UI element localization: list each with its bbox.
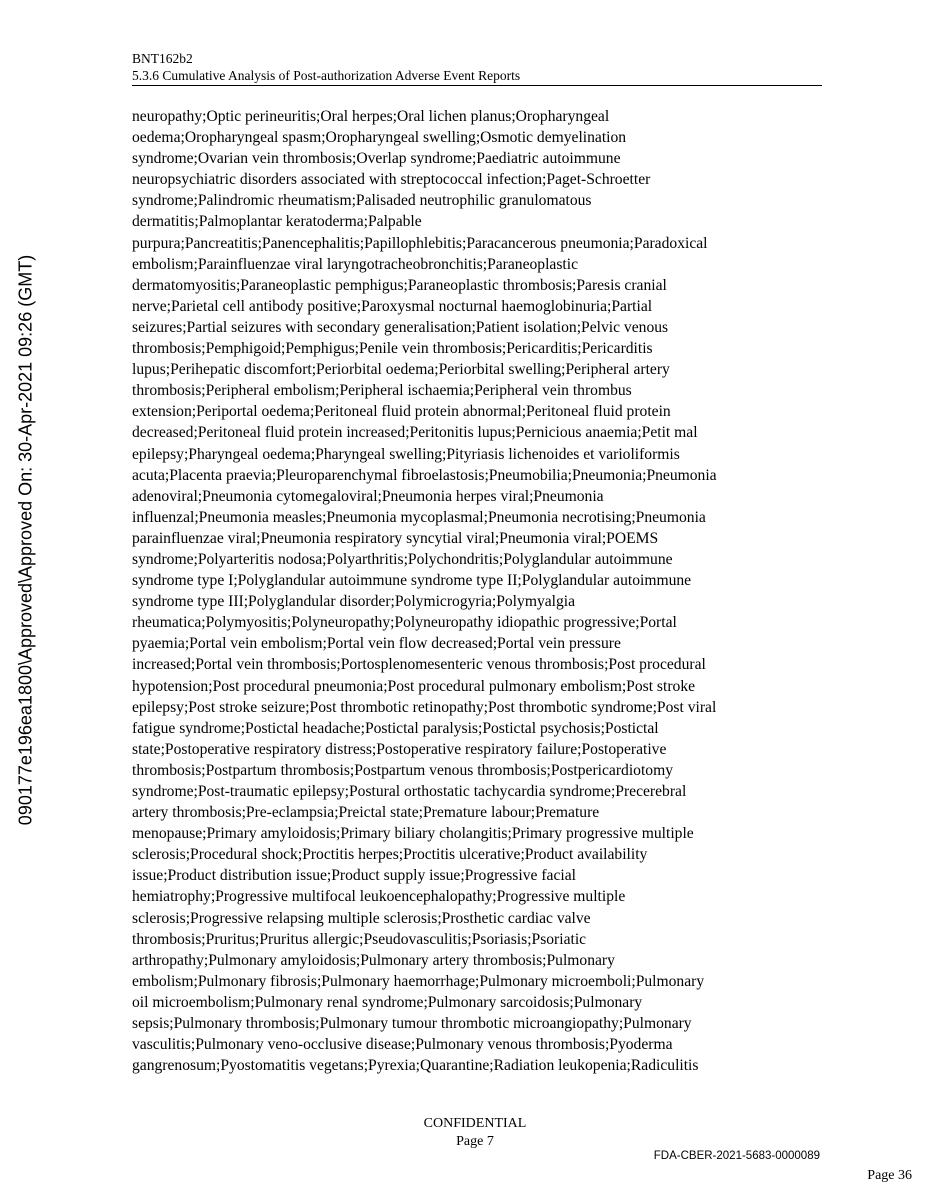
body-line: syndrome;Polyarteritis nodosa;Polyarthritis;Polychondritis;Polyglandular autoimmune (132, 550, 673, 568)
body-line: arthropathy;Pulmonary amyloidosis;Pulmonary artery thrombosis;Pulmonary (132, 951, 615, 969)
body-line: decreased;Peritoneal fluid protein increased;Peritonitis lupus;Pernicious anaemia;Petit mal (132, 424, 698, 442)
page-header (132, 50, 822, 86)
body-line: sclerosis;Procedural shock;Proctitis herpes;Proctitis ulcerative;Product availability (132, 846, 648, 864)
fda-document-id: FDA-CBER-2021-5683-0000089 (653, 1150, 820, 1162)
body-line: sepsis;Pulmonary thrombosis;Pulmonary tumour thrombotic microangiopathy;Pulmonary (132, 1015, 692, 1033)
body-text (132, 106, 832, 1076)
body-line: seizures;Partial seizures with secondary generalisation;Patient isolation;Pelvic venous (132, 318, 669, 336)
body-line: dermatomyositis;Paraneoplastic pemphigus;Paraneoplastic thrombosis;Paresis cranial (132, 276, 667, 294)
body-line: adenoviral;Pneumonia cytomegaloviral;Pneumonia herpes viral;Pneumonia (132, 487, 604, 505)
body-line: rheumatica;Polymyositis;Polyneuropathy;Polyneuropathy idiopathic progressive;Portal (132, 614, 677, 632)
body-line: state;Postoperative respiratory distress;Postoperative respiratory failure;Postoperative (132, 740, 667, 758)
body-line: thrombosis;Postpartum thrombosis;Postpartum venous thrombosis;Postpericardiotomy (132, 761, 674, 779)
body-line: embolism;Pulmonary fibrosis;Pulmonary haemorrhage;Pulmonary microemboli;Pulmonary (132, 972, 705, 990)
body-line: influenzal;Pneumonia measles;Pneumonia mycoplasmal;Pneumonia necrotising;Pneumonia (132, 508, 706, 526)
body-line: syndrome;Palindromic rheumatism;Palisaded neutrophilic granulomatous (132, 192, 592, 210)
body-line: menopause;Primary amyloidosis;Primary biliary cholangitis;Primary progressive multiple (132, 825, 694, 843)
body-line: dermatitis;Palmoplantar keratoderma;Palpable (132, 213, 422, 231)
outer-page-number: Page 36 (867, 1168, 912, 1183)
body-line: issue;Product distribution issue;Product supply issue;Progressive facial (132, 867, 576, 885)
body-line: thrombosis;Pemphigoid;Pemphigus;Penile vein thrombosis;Pericarditis;Pericarditis (132, 340, 653, 358)
body-line: fatigue syndrome;Postictal headache;Postictal paralysis;Postictal psychosis;Postictal (132, 719, 659, 737)
approval-stamp-text: 090177e196ea1800\Approved\Approved On: 30-Apr-2021 09:26 (GMT) (15, 254, 36, 826)
body-line: artery thrombosis;Pre-eclampsia;Preictal state;Premature labour;Premature (132, 804, 600, 822)
body-line: syndrome type I;Polyglandular autoimmune syndrome type II;Polyglandular autoimmune (132, 572, 692, 590)
body-line: neuropathy;Optic perineuritis;Oral herpes;Oral lichen planus;Oropharyngeal (132, 108, 610, 125)
confidential-label: CONFIDENTIAL (423, 1116, 527, 1131)
body-line: hypotension;Post procedural pneumonia;Post procedural pulmonary embolism;Post stroke (132, 677, 696, 695)
body-line: epilepsy;Post stroke seizure;Post thrombotic retinopathy;Post thrombotic syndrome;Post viral (132, 698, 717, 716)
body-line: thrombosis;Pruritus;Pruritus allergic;Pseudovasculitis;Psoriasis;Psoriatic (132, 930, 587, 948)
body-line: sclerosis;Progressive relapsing multiple sclerosis;Prosthetic cardiac valve (132, 909, 591, 927)
body-line: nerve;Parietal cell antibody positive;Paroxysmal nocturnal haemoglobinuria;Partial (132, 297, 653, 315)
body-line: epilepsy;Pharyngeal oedema;Pharyngeal swelling;Pityriasis lichenoides et varioliformis (132, 445, 680, 463)
body-line: embolism;Parainfluenzae viral laryngotracheobronchitis;Paraneoplastic (132, 255, 578, 273)
body-line: syndrome;Ovarian vein thrombosis;Overlap syndrome;Paediatric autoimmune (132, 150, 621, 168)
body-line: oil microembolism;Pulmonary renal syndrome;Pulmonary sarcoidosis;Pulmonary (132, 993, 643, 1011)
page-footer (0, 1115, 926, 1151)
body-line: increased;Portal vein thrombosis;Portosplenomesenteric venous thrombosis;Post procedural (132, 656, 706, 674)
body-line: oedema;Oropharyngeal spasm;Oropharyngeal swelling;Osmotic demyelination (132, 129, 627, 147)
body-line: neuropsychiatric disorders associated with streptococcal infection;Paget-Schroetter (132, 171, 651, 189)
body-line: hemiatrophy;Progressive multifocal leukoencephalopathy;Progressive multiple (132, 888, 626, 906)
document-id: BNT162b2 (132, 51, 193, 66)
body-line: syndrome;Post-traumatic epilepsy;Postural orthostatic tachycardia syndrome;Precerebral (132, 783, 687, 800)
body-line: thrombosis;Peripheral embolism;Peripheral ischaemia;Peripheral vein thrombus (132, 382, 632, 400)
body-line: syndrome type III;Polyglandular disorder;Polymicrogyria;Polymyalgia (132, 593, 576, 611)
page-number: Page 7 (456, 1134, 494, 1149)
body-line: pyaemia;Portal vein embolism;Portal vein flow decreased;Portal vein pressure (132, 635, 621, 653)
body-line: gangrenosum;Pyostomatitis vegetans;Pyrexia;Quarantine;Radiation leukopenia;Radiculitis (132, 1057, 699, 1075)
body-line: acuta;Placenta praevia;Pleuroparenchymal fibroelastosis;Pneumobilia;Pneumonia;Pneumonia (132, 466, 717, 484)
body-line: extension;Periportal oedema;Peritoneal fluid protein abnormal;Peritoneal fluid protein (132, 403, 671, 421)
section-title: 5.3.6 Cumulative Analysis of Post-authorization Adverse Event Reports (132, 67, 822, 86)
body-line: purpura;Pancreatitis;Panencephalitis;Papillophlebitis;Paracancerous pneumonia;Paradoxical (132, 234, 708, 252)
body-line: lupus;Perihepatic discomfort;Periorbital oedema;Periorbital swelling;Peripheral artery (132, 361, 670, 379)
body-line: vasculitis;Pulmonary veno-occlusive disease;Pulmonary venous thrombosis;Pyoderma (132, 1036, 673, 1054)
body-line: parainfluenzae viral;Pneumonia respiratory syncytial viral;Pneumonia viral;POEMS (132, 529, 659, 547)
